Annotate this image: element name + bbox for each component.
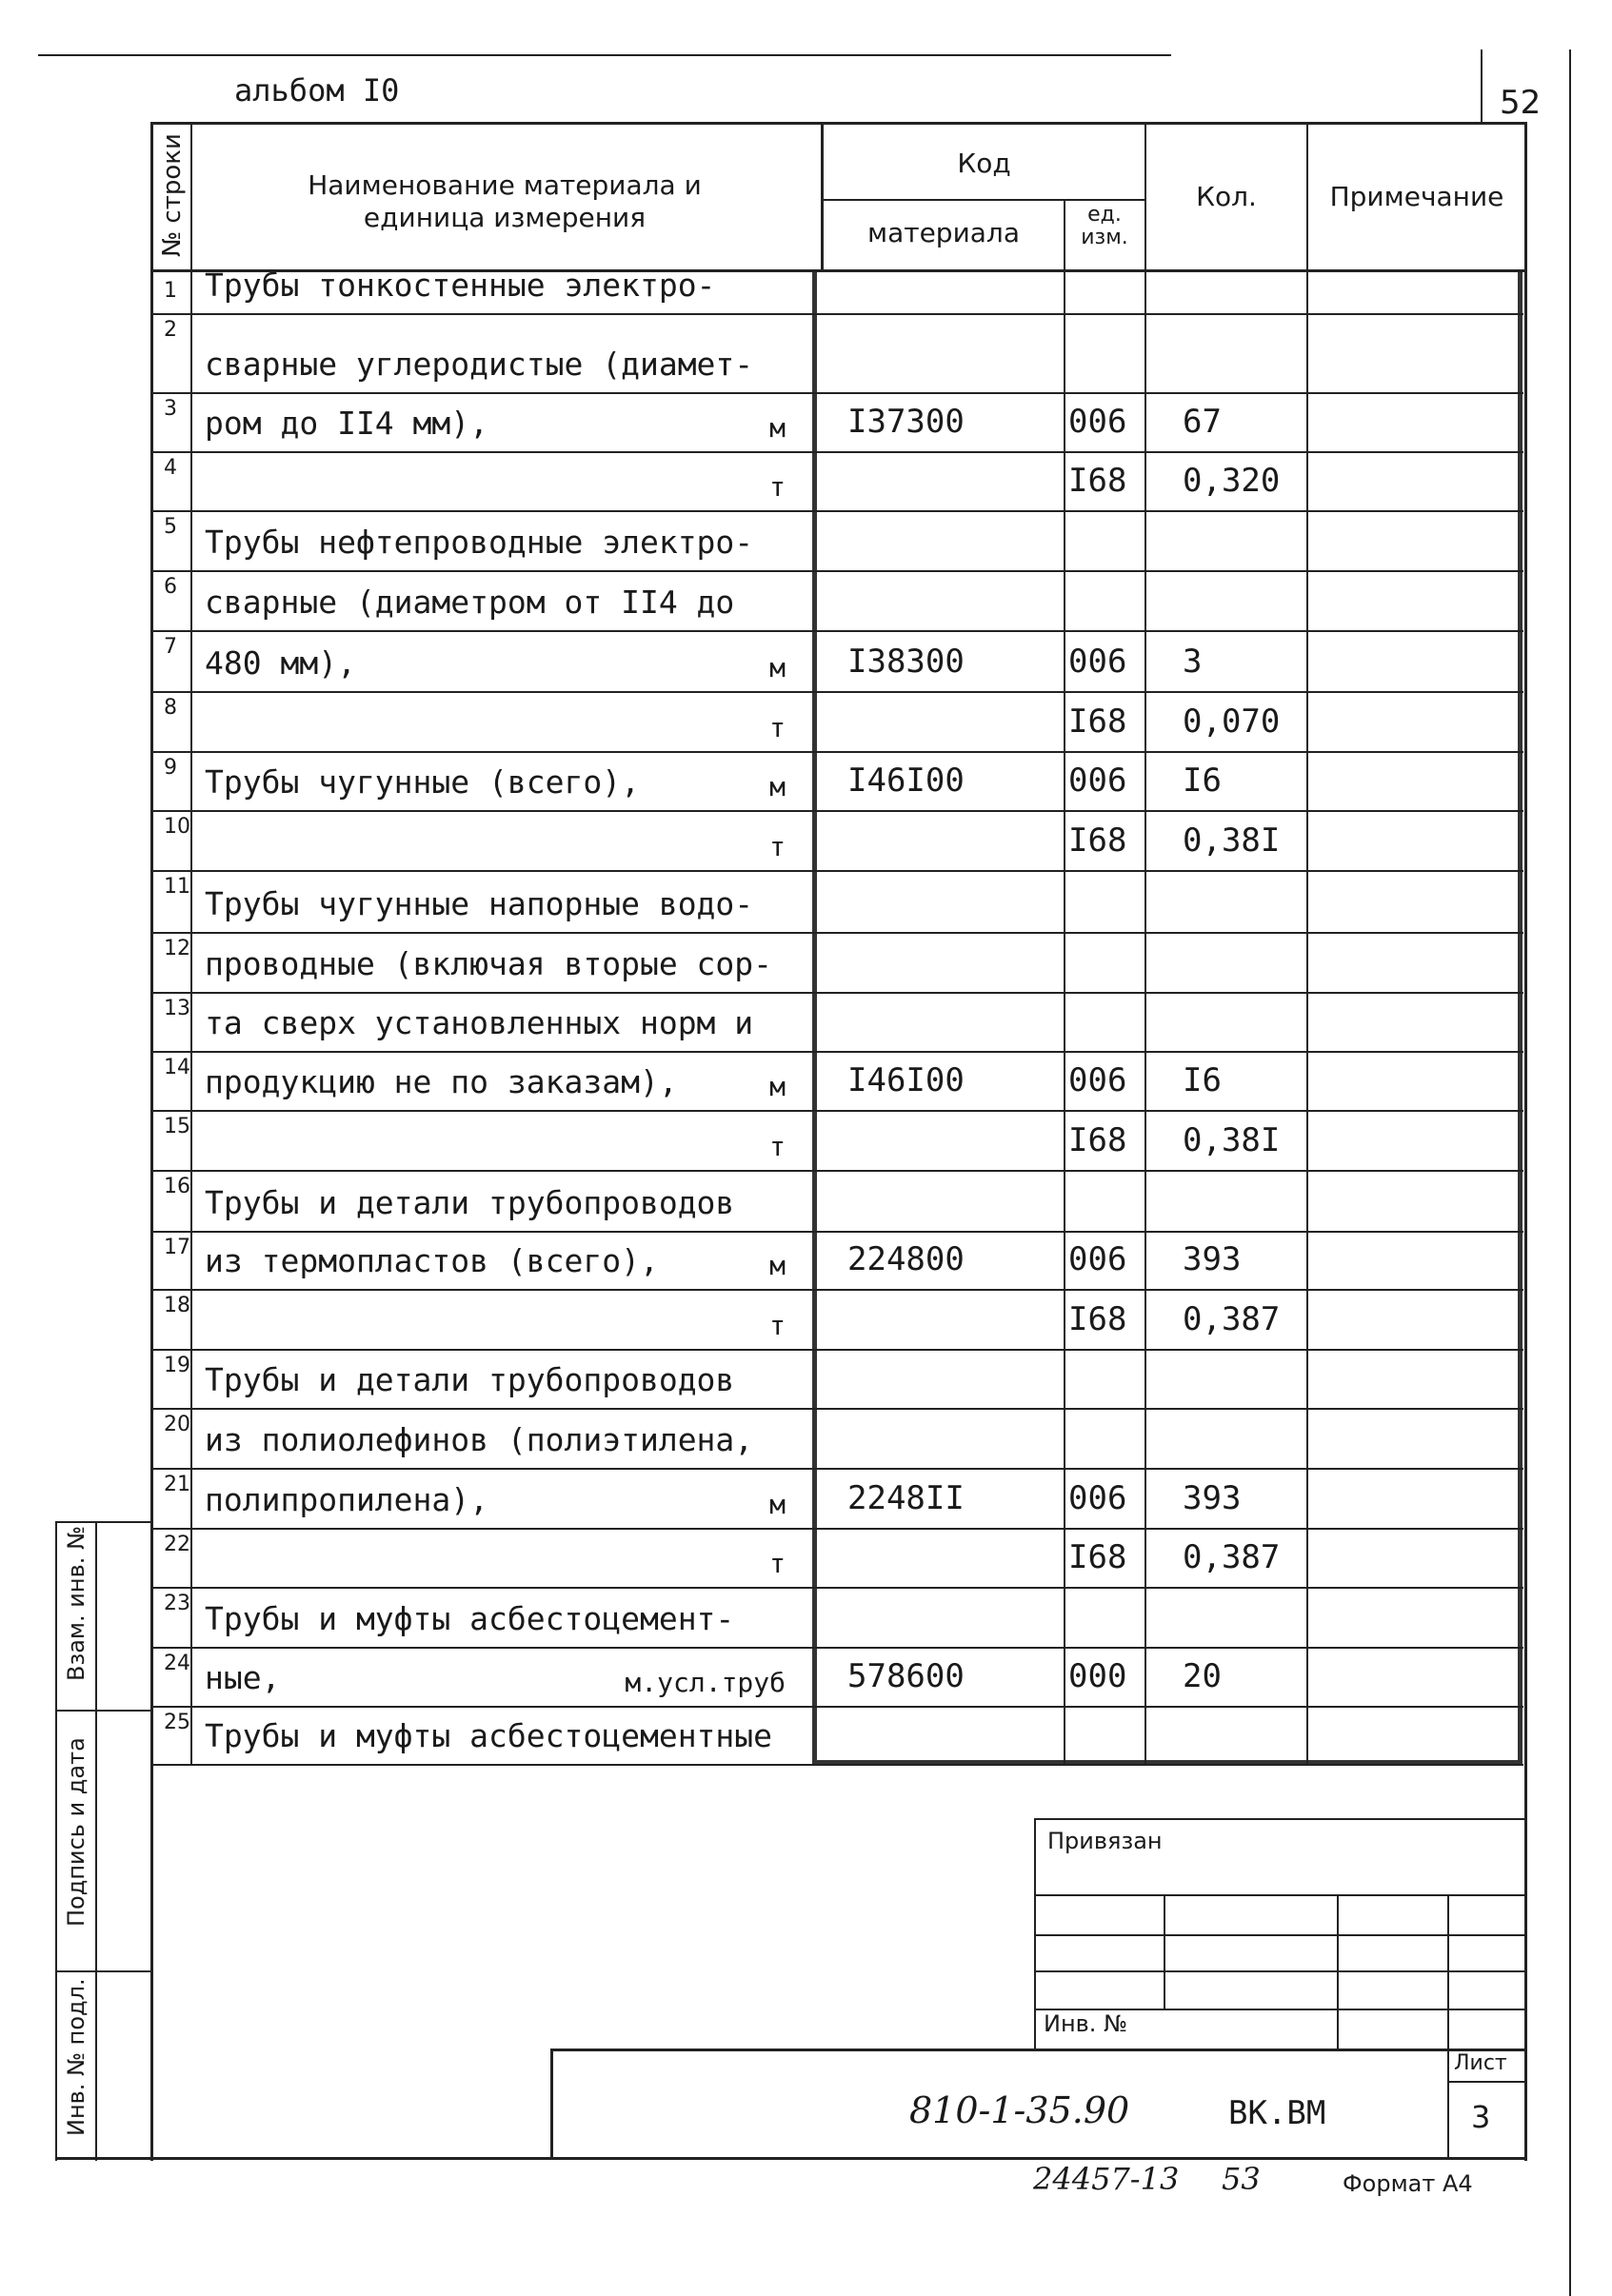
row-number: 2	[164, 318, 177, 342]
table-row	[152, 1648, 1523, 1707]
table-row	[152, 631, 1523, 692]
stamp-sheet-split	[1447, 2081, 1527, 2083]
table-row	[152, 1707, 1523, 1765]
material-name: Трубы тонкостенные электро-	[205, 267, 716, 304]
unit-of-measure: м	[769, 652, 786, 683]
table-row	[152, 1350, 1523, 1409]
material-code: I37300	[847, 403, 965, 441]
frame-bottom	[55, 2157, 1527, 2160]
table-row	[152, 1529, 1523, 1588]
header-code-split	[821, 199, 1146, 201]
qty-header: Кол.	[1196, 181, 1257, 212]
stamp-vline-4	[1447, 1894, 1449, 2157]
row-number: 14	[164, 1056, 190, 1079]
page-number: 52	[1500, 84, 1542, 122]
row-number: 25	[164, 1711, 190, 1734]
row-number: 13	[164, 997, 190, 1020]
note-header: Примечание	[1329, 181, 1504, 212]
unit-code: 006	[1068, 643, 1127, 681]
table-row	[152, 511, 1523, 571]
material-code: I46I00	[847, 762, 965, 800]
unit-of-measure: м	[769, 771, 786, 802]
table-row	[152, 692, 1523, 752]
format-label: Формат А4	[1343, 2170, 1473, 2197]
stamp-hline-1	[1034, 1818, 1527, 1820]
stamp-vline-2	[1164, 1894, 1165, 2009]
material-name: Трубы и муфты асбестоцементные	[205, 1717, 773, 1754]
unit-of-measure: м	[769, 1071, 786, 1102]
material-header: материала	[866, 217, 1020, 248]
unit-code: 006	[1068, 1479, 1127, 1517]
unit-code: I68	[1068, 703, 1127, 741]
name-header: Наименование материала и единица измерения	[308, 169, 702, 233]
unit-code: 006	[1068, 1240, 1127, 1278]
quantity: 393	[1183, 1240, 1242, 1278]
page-number-frame-left	[1481, 49, 1483, 124]
unit-of-measure: м.усл.труб	[625, 1667, 786, 1698]
frame-right	[1524, 122, 1527, 2161]
material-name: ром до II4 мм),	[205, 405, 489, 442]
inv-no-label: Инв. №	[1044, 2010, 1128, 2037]
unit-of-measure: т	[769, 712, 786, 743]
table-row	[152, 752, 1523, 811]
table-row	[152, 1171, 1523, 1232]
table-row	[152, 571, 1523, 631]
material-code: I46I00	[847, 1061, 965, 1099]
stamp-hline-4	[1034, 1970, 1527, 1972]
quantity: 393	[1183, 1479, 1242, 1517]
stamp-hline-3	[1034, 1934, 1527, 1936]
table-row	[152, 314, 1523, 393]
unit-code: I68	[1068, 821, 1127, 860]
unit-code: I68	[1068, 1121, 1127, 1159]
row-number: 23	[164, 1592, 190, 1615]
quantity: 20	[1183, 1657, 1222, 1695]
quantity: 0,070	[1183, 703, 1281, 741]
side-sep-1	[55, 1710, 152, 1712]
row-number: 19	[164, 1354, 190, 1377]
row-number: 4	[164, 456, 177, 480]
quantity: 0,387	[1183, 1538, 1281, 1576]
unit-of-measure: т	[769, 471, 786, 503]
unit-of-measure: м	[769, 1250, 786, 1281]
table-row	[152, 267, 1523, 314]
table-row	[152, 1111, 1523, 1171]
quantity: 0,387	[1183, 1300, 1281, 1338]
material-code: 2248II	[847, 1479, 965, 1517]
side-col-top	[55, 1521, 152, 1523]
stamp-big-top	[550, 2049, 1527, 2051]
material-name: Трубы чугунные (всего),	[205, 763, 640, 801]
order-number: 24457-13	[1033, 2161, 1180, 2197]
unit-code: 006	[1068, 1061, 1127, 1099]
code-header: Код	[957, 148, 1011, 179]
material-name: из термопластов (всего),	[205, 1242, 659, 1279]
table-row	[152, 452, 1523, 511]
row-number-header: № строки	[158, 133, 187, 257]
inv-podl-label: Инв. № подл.	[63, 1978, 90, 2136]
unit-of-measure: т	[769, 1131, 786, 1162]
row-number: 1	[164, 279, 177, 303]
row-number: 8	[164, 696, 177, 720]
table-row	[152, 1232, 1523, 1290]
material-name: продукцию не по заказам),	[205, 1063, 678, 1100]
material-name: ные,	[205, 1659, 281, 1696]
material-code: 224800	[847, 1240, 965, 1278]
privyazan-label: Привязан	[1047, 1828, 1163, 1854]
table-row	[152, 993, 1523, 1052]
material-name: Трубы и детали трубопроводов	[205, 1361, 735, 1398]
unit-header: ед. изм.	[1081, 203, 1128, 249]
material-name: из полиолефинов (полиэтилена,	[205, 1421, 754, 1458]
row-separator	[152, 1764, 1523, 1766]
page-ref: 53	[1222, 2161, 1261, 2197]
row-number: 20	[164, 1413, 190, 1436]
table-row	[152, 1588, 1523, 1648]
row-number: 11	[164, 875, 190, 899]
unit-code: I68	[1068, 462, 1127, 500]
quantity: 0,38I	[1183, 821, 1281, 860]
unit-code: I68	[1068, 1538, 1127, 1576]
material-name: сварные углеродистые (диамет-	[205, 346, 754, 383]
stamp-big-left	[550, 2049, 553, 2159]
table-row	[152, 1409, 1523, 1469]
quantity: 67	[1183, 403, 1222, 441]
header-col-name	[821, 122, 824, 272]
row-number: 24	[164, 1652, 190, 1675]
table-row	[152, 871, 1523, 933]
podpis-label: Подпись и дата	[63, 1737, 90, 1927]
table-row	[152, 1469, 1523, 1529]
material-name: проводные (включая вторые сор-	[205, 945, 773, 982]
unit-of-measure: т	[769, 831, 786, 862]
sheet-number: 3	[1471, 2099, 1491, 2135]
frame-top	[150, 122, 1527, 125]
unit-of-measure: т	[769, 1310, 786, 1341]
row-number: 15	[164, 1115, 190, 1138]
stamp-vline-3	[1337, 1894, 1339, 2050]
quantity: 0,38I	[1183, 1121, 1281, 1159]
material-name: Трубы чугунные напорные водо-	[205, 885, 754, 922]
unit-code: 006	[1068, 762, 1127, 800]
unit-code: 000	[1068, 1657, 1127, 1695]
table-row	[152, 1052, 1523, 1111]
material-name: Трубы нефтепроводные электро-	[205, 524, 754, 561]
album-label: альбом I0	[234, 72, 400, 109]
table-row	[152, 1290, 1523, 1350]
row-number: 7	[164, 635, 177, 659]
unit-code: I68	[1068, 1300, 1127, 1338]
material-name: та сверх установленных норм и	[205, 1004, 754, 1041]
table-row	[152, 393, 1523, 452]
page-number-frame-right	[1569, 49, 1571, 2296]
row-number: 21	[164, 1473, 190, 1496]
quantity: I6	[1183, 762, 1222, 800]
material-code: 578600	[847, 1657, 965, 1695]
stamp-hline-2	[1034, 1894, 1527, 1896]
row-number: 12	[164, 937, 190, 960]
vzam-label: Взам. инв. №	[63, 1526, 90, 1681]
material-name: сварные (диаметром от II4 до	[205, 584, 735, 621]
table-row	[152, 811, 1523, 871]
side-col-inner	[95, 1521, 97, 2161]
material-name: полипропилена),	[205, 1481, 489, 1518]
header-col-unit	[1064, 200, 1065, 272]
side-col-outer	[55, 1521, 57, 2161]
unit-code: 006	[1068, 403, 1127, 441]
row-number: 6	[164, 575, 177, 599]
quantity: 3	[1183, 643, 1203, 681]
material-name: 480 мм),	[205, 644, 356, 682]
material-name: Трубы и детали трубопроводов	[205, 1184, 735, 1221]
row-number: 16	[164, 1175, 190, 1198]
row-number: 22	[164, 1533, 190, 1556]
material-code: I38300	[847, 643, 965, 681]
row-number: 5	[164, 515, 177, 539]
row-number: 17	[164, 1236, 190, 1259]
table-row	[152, 933, 1523, 993]
material-name: Трубы и муфты асбестоцемент-	[205, 1600, 735, 1637]
quantity: I6	[1183, 1061, 1222, 1099]
row-number: 9	[164, 756, 177, 780]
doc-code: 810-1-35.90	[909, 2089, 1130, 2131]
unit-of-measure: м	[769, 1489, 786, 1520]
top-border-line	[38, 54, 1171, 56]
row-number: 3	[164, 397, 177, 421]
unit-of-measure: т	[769, 1548, 786, 1579]
row-number: 10	[164, 815, 190, 839]
row-number: 18	[164, 1294, 190, 1317]
quantity: 0,320	[1183, 462, 1281, 500]
doc-mark: ВК.ВМ	[1228, 2094, 1326, 2132]
sheet-label: Лист	[1454, 2051, 1507, 2075]
side-sep-2	[55, 1970, 152, 1972]
unit-of-measure: м	[769, 412, 786, 444]
